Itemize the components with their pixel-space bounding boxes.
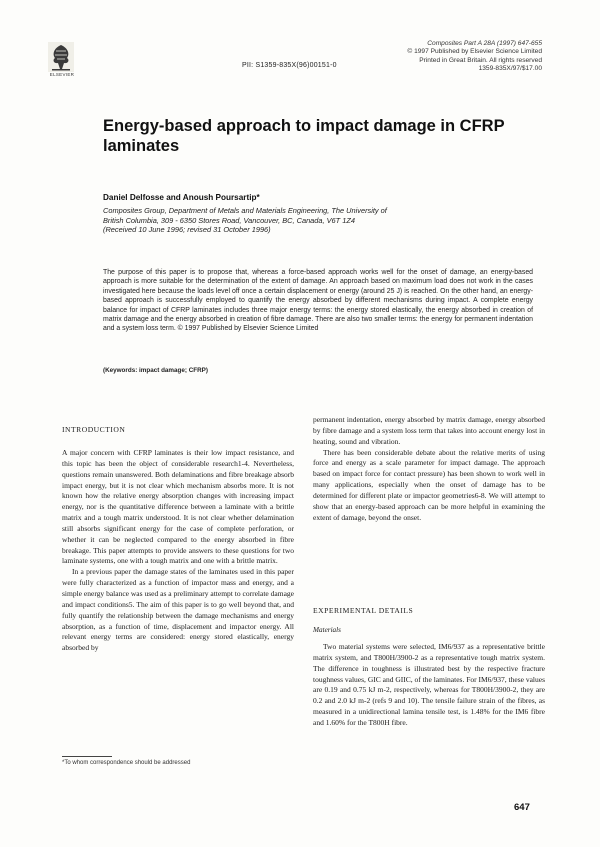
left-column: [62, 448, 294, 654]
keywords: (Keywords: impact damage; CFRP): [103, 367, 208, 374]
affiliation: [103, 206, 503, 235]
printed-line: Printed in Great Britain. All rights reserved: [419, 56, 542, 64]
section-heading-experimental-details: EXPERIMENTAL DETAILS: [313, 606, 414, 615]
paragraph: In a previous paper the damage states of the laminates used in this paper were fully characterized as a function of impactor mass and energy, and a simple energy balance was used as a preliminary attempt to correlate damage and impact conditions5. The aim of this paper is to go well beyond that, and fully quantify the relationship between the damage mechanisms and energy absorption, as a function of time, displacement and impactor energy. All relevant energy terms are considered: energy stored elastically, energy absorbed by: [62, 567, 294, 653]
received-dates: (Received 10 June 1996; revised 31 October 1996): [103, 225, 271, 235]
author-list: Daniel Delfosse and Anoush Poursartip*: [103, 193, 260, 202]
publisher-tree-logo-icon: [48, 42, 74, 72]
paper-title: Energy-based approach to impact damage in CFRP laminates: [103, 117, 505, 155]
footnote: *To whom correspondence should be addressed: [62, 760, 191, 766]
affiliation-line: Composites Group, Department of Metals and Materials Engineering, The University of: [103, 206, 387, 215]
paragraph: There has been considerable debate about the relative merits of using force and energy as a scale parameter for impact damage. The approach based on impact force for contact pressure) has been shown to work well in many applications, especially when the onset of damage has to be determined for different plate or impactor geometries6-8. We will attempt to show that an energy-based approach can be more helpful in examining the extent of damage, beyond the onset.: [313, 447, 545, 522]
copyright-line: © 1997 Published by Elsevier Science Limited: [407, 48, 542, 56]
subsection-heading-materials: Materials: [313, 626, 341, 634]
paragraph: Two material systems were selected, IM6/937 as a representative brittle matrix system, and T800H/3900-2 as a representative tough matrix system. The difference in toughness is illustrated best by the respective fracture toughness values, GIC and GIIC, of the laminates. For IM6/937, these values are 0.19 and 0.75 kJ m-2, respectively, whereas for T800H/3900-2, they are 0.2 and 2.0 kJ m-2 (refs 9 and 10). The tensile failure strain of the fibres, as measured in a unidirectional lamina tensile test, is 1.48% for the IM6 fibre and 1.60% for the T800H fibre.: [313, 642, 545, 727]
right-column: [313, 415, 545, 523]
paragraph: A major concern with CFRP laminates is their low impact resistance, and this topic has been the object of considerable research1-4. Nevertheless, questions remain unanswered. Both delaminations and fibre breakage absorb impact energy, but it is not clear which mechanism absorbs more. It is not known how the relative energy absorption changes with increasing impact energy, nor is the quantitative difference between a laminate with a brittle matrix and a tough matrix understood. It is not clear whether delamination still absorbs significant energy for the case of complete perforation, or whether it can be neglected compared to the energy absorbed in fibre breakage. This paper attempts to provide answers to these questions for two laminate systems, one with a tough matrix and one with a brittle matrix.: [62, 448, 294, 566]
journal-citation: Composites Part A 28A (1997) 647-655: [427, 40, 542, 47]
publisher-logo-label: ELSEVIER: [49, 72, 75, 77]
pii-identifier: PII: S1359-835X(96)00151-0: [242, 62, 337, 69]
issn-line: 1359-835X/97/$17.00: [478, 64, 542, 72]
footnote-rule: [62, 756, 112, 757]
publisher-info: [407, 40, 542, 73]
page-number: 647: [514, 802, 530, 813]
paragraph: permanent indentation, energy absorbed by matrix damage, energy absorbed by fibre damage and a system loss term that takes into account energy lost in heating, sound and vibration.: [313, 415, 545, 446]
materials-section: [313, 642, 545, 729]
section-heading-introduction: INTRODUCTION: [62, 425, 126, 434]
abstract: The purpose of this paper is to propose that, whereas a force-based approach works well for the onset of damage, an energy-based approach is more suitable for the determination of the extent of damage. An approach based on maximum load does not work in the cases investigated here because the loads level off once a certain displacement or energy (around 25 J) is reached. On the other hand, an energy-based approach is successfully employed to quantify the energy absorbed by different mechanisms during impact. A complete energy balance for impact of CFRP laminates includes three major energy terms: the energy stored elastically, the energy absorbed in creation of matrix damage and the energy absorbed in creation of fibre damage. There are also two smaller terms: the energy for permanent indentation and a system loss term. © 1997 Published by Elsevier Science Limited: [103, 269, 533, 333]
affiliation-line: British Columbia, 309 - 6350 Stores Road, Vancouver, BC, Canada, V6T 1Z4: [103, 215, 355, 225]
